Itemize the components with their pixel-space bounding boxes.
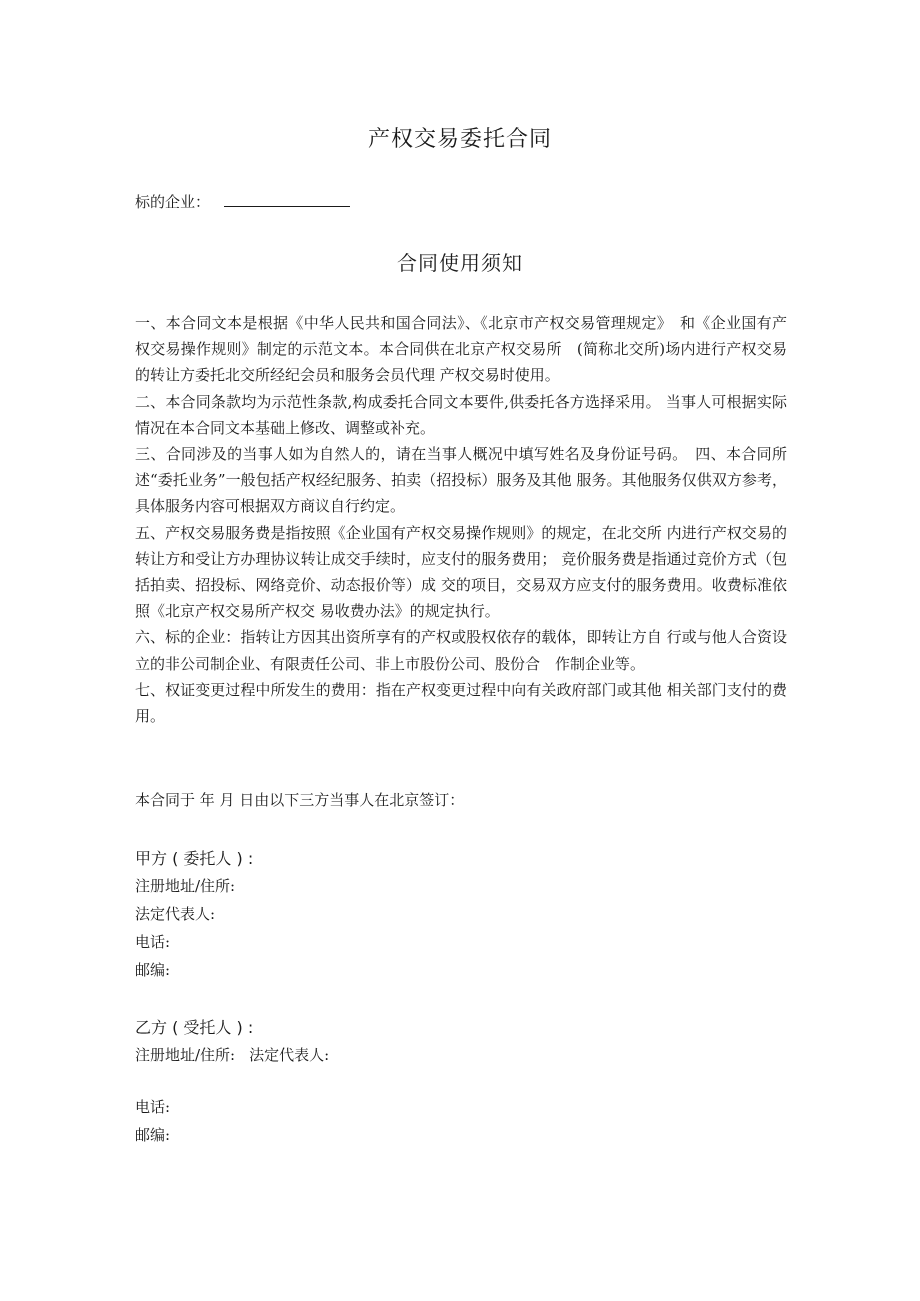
- document-title: 产权交易委托合同: [367, 127, 552, 152]
- party-a-phone-label: 电话:: [135, 933, 171, 951]
- notice-body: [135, 310, 787, 729]
- party-a-postcode-label: 邮编:: [135, 961, 171, 979]
- party-b-postcode-label: 邮编:: [135, 1126, 171, 1144]
- notice-paragraph-2: 二、本合同条款均为示范性条款,构成委托合同文本要件,供委托各方选择采用。 当事人可根据实际情况在本合同文本基础上修改、调整或补充。: [135, 392, 787, 437]
- party-b-address-label: 注册地址/住所:: [135, 1046, 236, 1064]
- notice-paragraph-3: 三、合同涉及的当事人如为自然人的，请在当事人概况中填写姓名及身份证号码。 四、本合同所述“委托业务”一般包括产权经纪服务、拍卖（招投标）服务及其他 服务。其他服务仅供双方参考，具体服务内容可根据双方商议自行约定。: [135, 445, 787, 516]
- party-b-representative-label: 法定代表人:: [249, 1046, 330, 1064]
- notice-paragraph-6: 六、标的企业：指转让方因其出资所享有的产权或股权依存的载体，即转让方自 行或与他人合资设立的非公司制企业、有限责任公司、非上市股份公司、股份合 作制企业等。: [135, 628, 787, 673]
- notice-title: 合同使用须知: [397, 251, 523, 275]
- notice-paragraph-5: 五、产权交易服务费是指按照《企业国有产权交易操作规则》的规定，在北交所 内进行产权交易的转让方和受让方办理协议转让成交手续时，应支付的服务费用； 竞价服务费是指通过竞价方式（包括拍卖、招投标、网络竞价、动态报价等）成 交的项目，交易双方应支付的服务费用。收费标准依照《北京产权交易所产权交 易收费办法》的规定执行。: [135, 523, 787, 621]
- signing-line: 本合同于 年 月 日由以下三方当事人在北京签订：: [135, 791, 465, 809]
- party-b-address-row: [135, 1044, 329, 1066]
- notice-paragraph-7: 七、权证变更过程中所发生的费用：指在产权变更过程中向有关政府部门或其他 相关部门支付的费用。: [135, 680, 787, 726]
- target-enterprise-label: 标的企业：: [135, 193, 211, 211]
- party-a-heading: 甲方 ( 委托人 ) :: [135, 849, 254, 868]
- target-enterprise-row: [135, 191, 350, 213]
- party-b-phone-label: 电话:: [135, 1098, 171, 1116]
- notice-paragraph-1: 一、本合同文本是根据《中华人民共和国合同法》、《北京市产权交易管理规定》 和《企业国有产权交易操作规则》制定的示范文本。本合同供在北京产权交易所 (简称北交所)场内进行产权交易的转让方委托北交所经纪会员和服务会员代理 产权交易时使用。: [135, 314, 787, 385]
- party-b-heading: 乙方 ( 受托人 ) :: [135, 1018, 254, 1037]
- party-a-representative-label: 法定代表人:: [135, 905, 216, 923]
- target-enterprise-blank: [224, 192, 350, 207]
- party-a-address-label: 注册地址/住所:: [135, 877, 236, 895]
